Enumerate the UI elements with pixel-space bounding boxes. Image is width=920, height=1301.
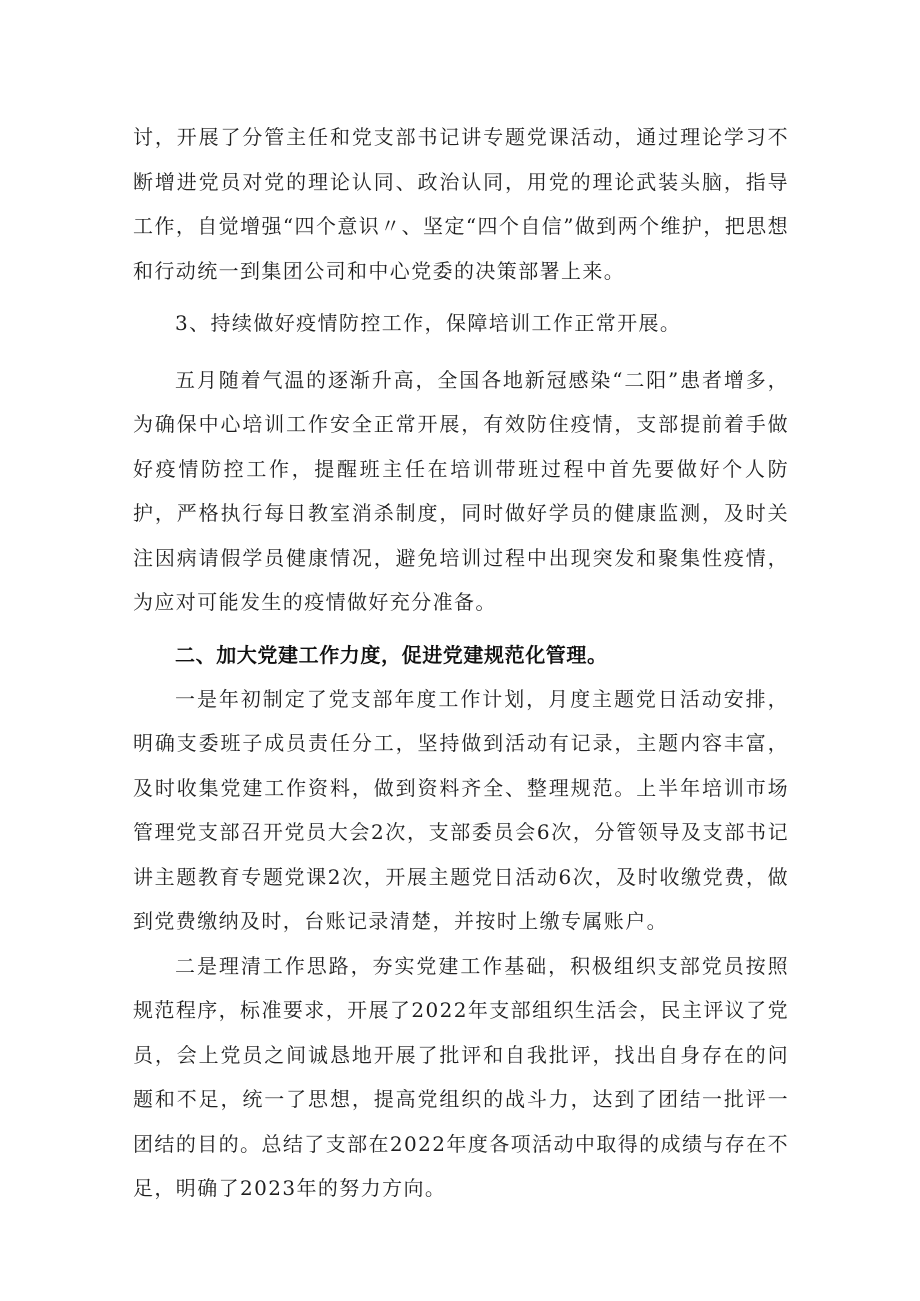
- paragraph-continuation: 讨，开展了分管主任和党支部书记讲专题党课活动，通过理论学习不断增进党员对党的理论认同、政治认同，用党的理论武装头脑，指导工作，自觉增强“四个意识〃、坚定“四个自信”做到两个维护，把思想和行动统一到集团公司和中心党委的决策部署上来。: [133, 125, 789, 283]
- subsection-item-3: 3、持续做好疫情防控工作，保障培训工作正常开展。: [175, 311, 682, 335]
- section-heading-2: 二、加大党建工作力度，促进党建规范化管理。: [175, 642, 608, 667]
- paragraph-work-plan: 一是年初制定了党支部年度工作计划，月度主题党日活动安排，明确支委班子成员责任分工，坚持做到活动有记录，主题内容丰富，及时收集党建工作资料，做到资料齐全、整理规范。上半年培训市场管理党支部召开党员大会2次，支部委员会6次，分管领导及支部书记讲主题教育专题党课2次，开展主题党日活动6次，及时收缴党费，做到党费缴纳及时，台账记录清楚，并按时上缴专属账户。: [133, 686, 789, 933]
- paragraph-work-ideas: 二是理清工作思路，夯实党建工作基础，积极组织支部党员按照规范程序，标准要求，开展了2022年支部组织生活会，民主评议了党员，会上党员之间诚恳地开展了批评和自我批评，找出自身存在的问题和不足，统一了思想，提高党组织的战斗力，达到了团结一批评一团结的目的。总结了支部在2022年度各项活动中取得的成绩与存在不足，明确了2023年的努力方向。: [133, 953, 789, 1200]
- document-body: [133, 115, 789, 1211]
- paragraph-epidemic-control: 五月随着气温的逐渐升高，全国各地新冠感染“二阳”患者增多，为确保中心培训工作安全正常开展，有效防住疫情，支部提前着手做好疫情防控工作，提醒班主任在培训带班过程中首先要做好个人防护，严格执行每日教室消杀制度，同时做好学员的健康监测，及时关注因病请假学员健康情况，避免培训过程中出现突发和聚集性疫情，为应对可能发生的疫情做好充分准备。: [133, 367, 789, 614]
